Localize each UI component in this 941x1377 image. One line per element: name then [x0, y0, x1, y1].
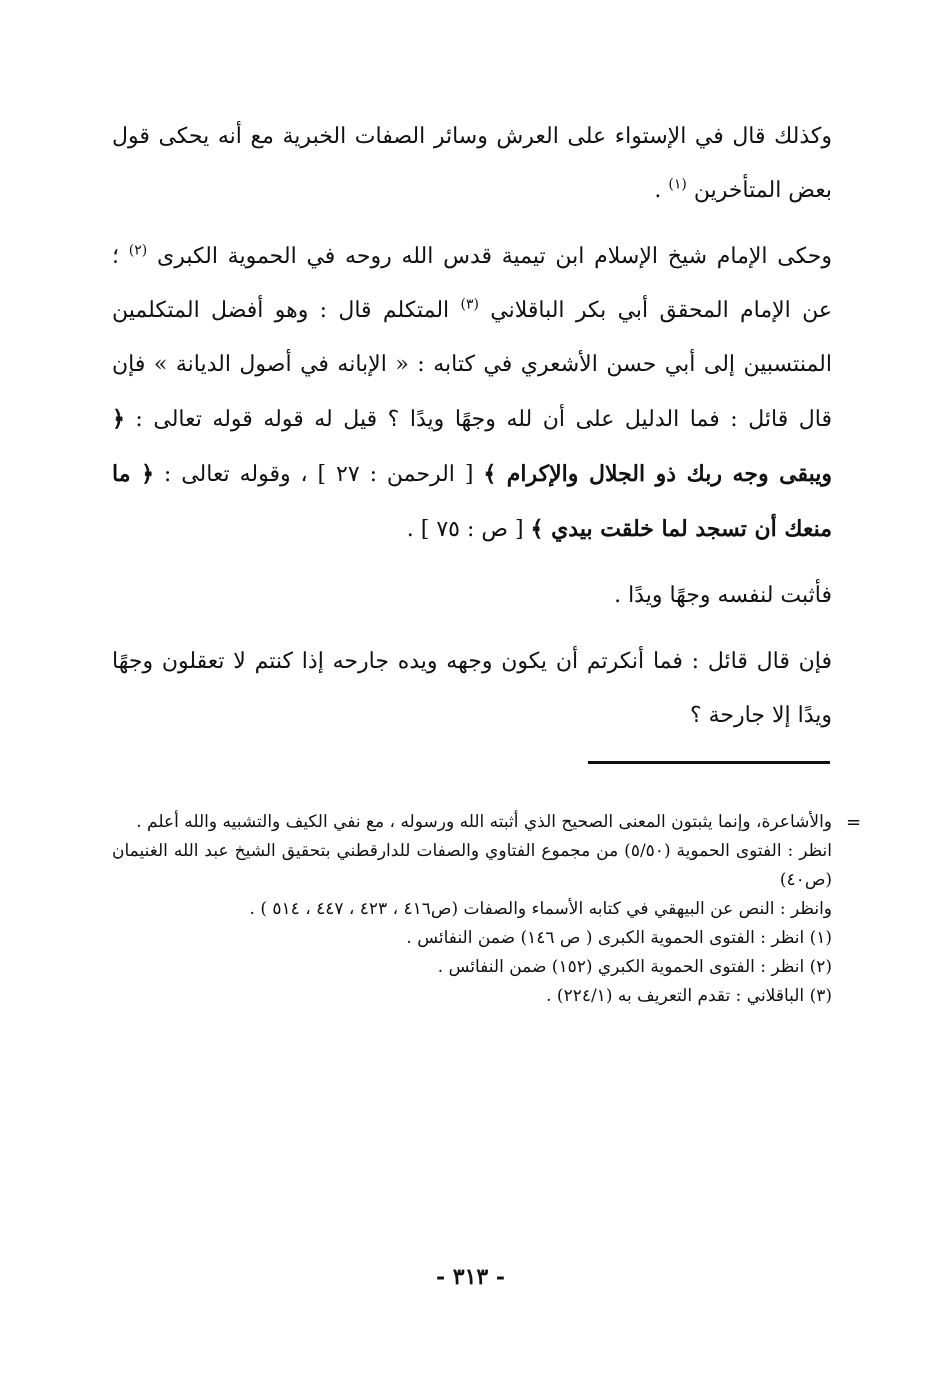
- footnote-1-number: (١): [809, 928, 832, 948]
- footnote-3-number: (٣): [809, 986, 832, 1006]
- footnotes: [112, 808, 832, 1011]
- quran-verse-2: ﴿ ما منعك أن تسجد لما خلقت بيدي ﴾: [112, 461, 832, 542]
- quran-verse-1: ﴿ ويبقى وجه ربك ذو الجلال والإكرام ﴾: [112, 406, 832, 487]
- main-text: [112, 110, 832, 755]
- paragraph-2-part2: ؛ عن الإمام المحقق أبي بكر الباقلاني: [112, 244, 832, 323]
- paragraph-2-part3: المتكلم قال : وهو أفضل المتكلمين المنتسبين إلى أبي حسن الأشعري في كتابه : « الإبانه في أصول الديانة » فإن قال قائل : فما الدليل على أن لله وجهًا ويدًا ؟ قيل له قوله قوله تعالى :: [112, 298, 832, 432]
- footnote-3-text: الباقلاني : تقدم التعريف به (٢٢٤/١) .: [546, 986, 805, 1006]
- citation-2: [ ص : ٧٥ ] .: [406, 517, 531, 542]
- footnote-3: [112, 982, 832, 1011]
- footnote-2: [112, 953, 832, 982]
- footnote-continuation-1: والأشاعرة، وإنما يثبتون المعنى الصحيح الذي أثبته الله ورسوله ، مع نفي الكيف والتشبيه والله أعلم .: [136, 812, 832, 832]
- page-number: - ٣١٣ -: [435, 1264, 506, 1290]
- citation-1: [ الرحمن : ٢٧ ] ، وقوله تعالى :: [153, 462, 484, 487]
- paragraph-3: فأثبت لنفسه وجهًا ويدًا .: [614, 583, 832, 608]
- paragraph-2: [112, 230, 832, 557]
- footnote-separator: [588, 761, 830, 764]
- paragraph-4: فإن قال قائل : فما أنكرتم أن يكون وجهه ويده جارحه إذا كنتم لا تعقلون وجهًا ويدًا إلا جارحة ؟: [112, 649, 832, 728]
- footnote-ref-1: (١): [668, 176, 687, 193]
- paragraph-2-part1: وحكى الإمام شيخ الإسلام ابن تيمية قدس الله روحه في الحموية الكبرى: [156, 244, 832, 269]
- footnote-1-text: انظر : الفتوى الحموية الكبرى ( ص ١٤٦) ضمن النفائس .: [406, 928, 805, 948]
- footnote-1: [112, 924, 832, 953]
- footnote-continuation-2: انظر : الفتوى الحموية (٥/٥٠) من مجموع الفتاوي والصفات للدارقطني بتحقيق الشيخ عبد الله الغنيمان (ص٤٠): [112, 841, 833, 890]
- continuation-mark: =: [846, 812, 862, 833]
- footnote-ref-2: (٢): [128, 242, 148, 259]
- paragraph-1: [112, 110, 832, 218]
- footnote-2-number: (٢): [809, 957, 832, 977]
- footnote-ref-3: (٣): [460, 296, 479, 313]
- paragraph-1-end: .: [654, 178, 669, 203]
- footnote-continuation-3: وانظر : النص عن البيهقي في كتابه الأسماء والصفات (ص٤١٦ ، ٤٢٣ ، ٤٤٧ ، ٥١٤ ) .: [249, 899, 832, 919]
- footnote-2-text: انظر : الفتوى الحموية الكبري (١٥٢) ضمن النفائس .: [437, 957, 805, 977]
- paragraph-1-text: وكذلك قال في الإستواء على العرش وسائر الصفات الخبرية مع أنه يحكى قول بعض المتأخرين: [112, 124, 832, 203]
